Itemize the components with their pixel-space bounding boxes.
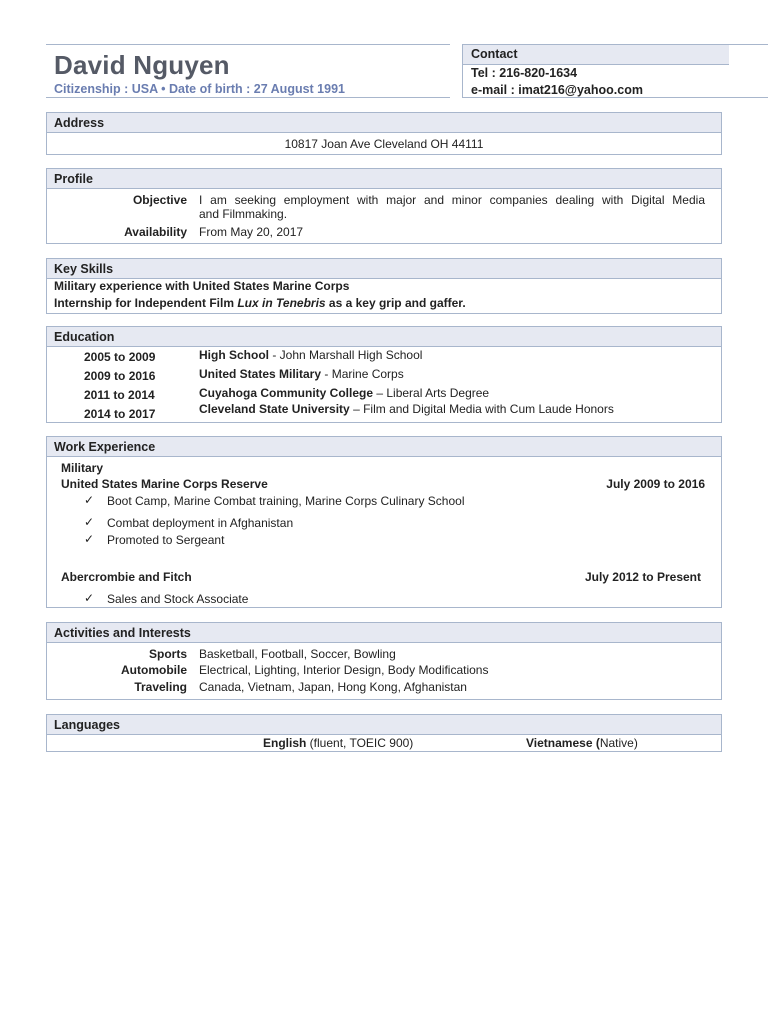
activity-label: Sports <box>148 647 187 661</box>
skill-line-2-pre: Internship for Independent Film <box>54 296 238 310</box>
activity-value: Canada, Vietnam, Japan, Hong Kong, Afghanistan <box>199 680 467 694</box>
activity-value: Electrical, Lighting, Interior Design, Body Modifications <box>199 663 489 677</box>
education-entry <box>199 348 422 362</box>
education-heading-text: Education <box>54 330 115 344</box>
languages-heading-text: Languages <box>54 718 120 732</box>
profile-heading <box>46 168 722 189</box>
work-heading <box>46 436 722 457</box>
objective-label: Objective <box>132 193 187 207</box>
language-name: English <box>263 736 307 750</box>
job1-bullet: Promoted to Sergeant <box>107 533 225 547</box>
military-label: Military <box>61 461 104 475</box>
education-heading <box>46 326 722 347</box>
address-body <box>46 133 722 155</box>
contact-email: e-mail : imat216@yahoo.com <box>471 83 643 97</box>
language-level: (fluent, TOEIC 900) <box>306 736 414 750</box>
film-title: Lux in Tenebris <box>237 296 326 310</box>
language-vietnamese <box>526 736 638 750</box>
work-body <box>46 457 722 608</box>
job1-title: United States Marine Corps Reserve <box>61 477 268 491</box>
education-entry <box>199 367 404 381</box>
activity-value: Basketball, Football, Soccer, Bowling <box>199 647 396 661</box>
profile-body <box>46 189 722 244</box>
objective-line1: I am seeking employment with major and minor companies dealing with Digital Media <box>199 193 705 207</box>
check-icon: ✓ <box>84 493 95 507</box>
language-level: Native) <box>599 736 638 750</box>
availability-value: From May 20, 2017 <box>199 225 304 239</box>
activity-label: Automobile <box>121 663 187 677</box>
job1-bullet: Combat deployment in Afghanistan <box>107 516 294 530</box>
activity-label: Traveling <box>134 680 187 694</box>
availability-label: Availability <box>124 225 187 239</box>
profile-heading-text: Profile <box>54 172 93 186</box>
check-icon: ✓ <box>84 532 95 546</box>
name-block <box>46 44 450 98</box>
languages-heading <box>46 714 722 735</box>
check-icon: ✓ <box>84 515 95 529</box>
education-detail: – Liberal Arts Degree <box>373 386 490 400</box>
education-body <box>46 347 722 423</box>
contact-heading: Contact <box>471 47 518 61</box>
person-subtitle: Citizenship : USA • Date of birth : 27 August 1991 <box>54 82 345 96</box>
skill-line-2 <box>54 296 466 310</box>
check-icon: ✓ <box>84 591 95 605</box>
education-entry <box>199 402 614 416</box>
job2-dates: July 2012 to Present <box>584 570 701 584</box>
education-years: 2011 to 2014 <box>84 388 155 402</box>
contact-tel: Tel : 216-820-1634 <box>471 66 578 80</box>
work-heading-text: Work Experience <box>54 440 156 454</box>
activities-heading <box>46 622 722 643</box>
address-value: 10817 Joan Ave Cleveland OH 44111 <box>284 137 484 151</box>
languages-body <box>46 735 722 752</box>
skill-line-2-post: as a key grip and gaffer. <box>325 296 466 310</box>
job1-bullet: Boot Camp, Marine Combat training, Marine Corps Culinary School <box>107 494 465 508</box>
education-years: 2014 to 2017 <box>84 407 156 421</box>
education-school: United States Military <box>199 367 322 381</box>
education-school: High School <box>199 348 269 362</box>
objective-line2: and Filmmaking. <box>199 207 288 221</box>
language-name: Vietnamese ( <box>526 736 600 750</box>
address-heading-text: Address <box>54 116 105 130</box>
job1-dates: July 2009 to 2016 <box>606 477 705 491</box>
job2-bullet: Sales and Stock Associate <box>107 592 249 606</box>
education-school: Cleveland State University <box>199 402 350 416</box>
activities-heading-text: Activities and Interests <box>54 626 191 640</box>
skills-heading <box>46 258 722 279</box>
education-detail: - Marine Corps <box>321 367 404 381</box>
skills-heading-text: Key Skills <box>54 262 114 276</box>
education-detail: - John Marshall High School <box>269 348 423 362</box>
education-entry <box>199 386 489 400</box>
education-school: Cuyahoga Community College <box>199 386 374 400</box>
skills-body <box>46 279 722 314</box>
education-years: 2005 to 2009 <box>84 350 156 364</box>
language-english <box>263 736 413 750</box>
education-detail: – Film and Digital Media with Cum Laude Honors <box>349 402 614 416</box>
job2-title: Abercrombie and Fitch <box>61 570 192 584</box>
skill-line-1: Military experience with United States Marine Corps <box>54 279 350 293</box>
address-heading <box>46 112 722 133</box>
activities-body <box>46 643 722 700</box>
education-years: 2009 to 2016 <box>84 369 156 383</box>
person-name: David Nguyen <box>54 50 230 80</box>
contact-block <box>462 44 768 98</box>
